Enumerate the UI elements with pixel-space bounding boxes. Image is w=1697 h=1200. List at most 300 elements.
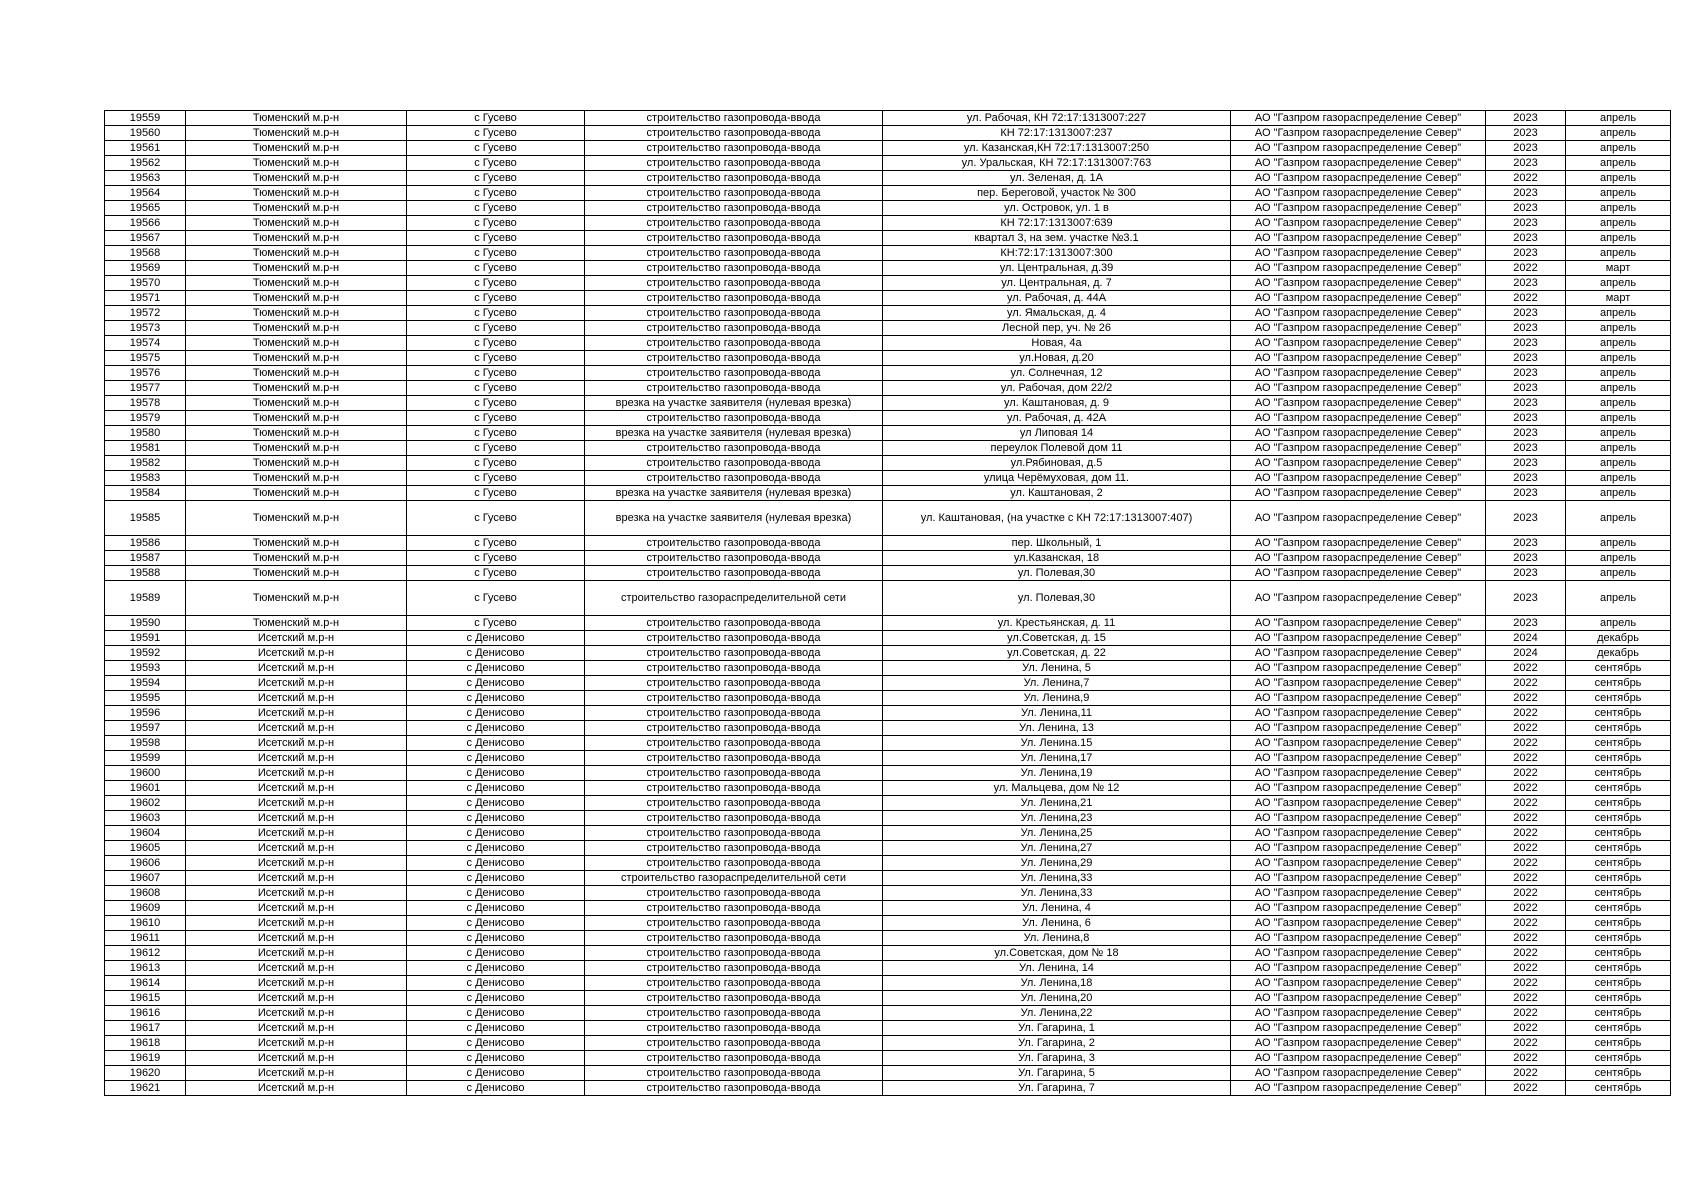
cell-year: 2023 [1486,581,1566,616]
cell-address: Лесной пер, уч. № 26 [883,321,1231,336]
table-row [105,931,1671,946]
cell-district: Исетский м.р-н [186,736,407,751]
cell-row-number: 19599 [105,751,186,766]
cell-year: 2022 [1486,751,1566,766]
cell-address: ул. Полевая,30 [883,581,1231,616]
table-row [105,306,1671,321]
cell-address: Ул. Ленина,25 [883,826,1231,841]
cell-month: сентябрь [1566,901,1671,916]
cell-organization: АО "Газпром газораспределение Север" [1231,676,1486,691]
cell-settlement: с Гусево [407,171,585,186]
cell-row-number: 19560 [105,126,186,141]
cell-year: 2022 [1486,901,1566,916]
cell-row-number: 19581 [105,441,186,456]
cell-address: ул. Центральная, д.39 [883,261,1231,276]
cell-year: 2022 [1486,661,1566,676]
cell-organization: АО "Газпром газораспределение Север" [1231,886,1486,901]
table-row [105,471,1671,486]
cell-address: Ул. Ленина,17 [883,751,1231,766]
cell-row-number: 19598 [105,736,186,751]
table-row [105,246,1671,261]
cell-row-number: 19567 [105,231,186,246]
cell-year: 2022 [1486,766,1566,781]
table-row [105,536,1671,551]
cell-work-type: строительство газопровода-ввода [585,721,883,736]
table-row [105,426,1671,441]
cell-settlement: с Денисово [407,886,585,901]
cell-district: Исетский м.р-н [186,781,407,796]
cell-organization: АО "Газпром газораспределение Север" [1231,976,1486,991]
cell-settlement: с Гусево [407,471,585,486]
cell-settlement: с Гусево [407,456,585,471]
cell-organization: АО "Газпром газораспределение Север" [1231,841,1486,856]
cell-address: Ул. Ленина.15 [883,736,1231,751]
cell-address: Ул. Ленина, 6 [883,916,1231,931]
cell-settlement: с Денисово [407,736,585,751]
cell-district: Исетский м.р-н [186,721,407,736]
cell-row-number: 19562 [105,156,186,171]
cell-year: 2022 [1486,261,1566,276]
cell-month: сентябрь [1566,916,1671,931]
cell-district: Тюменский м.р-н [186,581,407,616]
cell-organization: АО "Газпром газораспределение Север" [1231,751,1486,766]
cell-row-number: 19592 [105,646,186,661]
cell-row-number: 19594 [105,676,186,691]
cell-row-number: 19568 [105,246,186,261]
cell-month: апрель [1566,156,1671,171]
table-row [105,321,1671,336]
cell-work-type: строительство газопровода-ввода [585,551,883,566]
cell-district: Исетский м.р-н [186,871,407,886]
cell-settlement: с Гусево [407,486,585,501]
cell-row-number: 19606 [105,856,186,871]
table-row [105,616,1671,631]
cell-organization: АО "Газпром газораспределение Север" [1231,381,1486,396]
cell-organization: АО "Газпром газораспределение Север" [1231,351,1486,366]
cell-work-type: строительство газораспределительной сети [585,581,883,616]
table-row [105,631,1671,646]
table-row [105,291,1671,306]
table-row [105,976,1671,991]
cell-month: декабрь [1566,646,1671,661]
cell-row-number: 19619 [105,1051,186,1066]
cell-address: Ул. Ленина, 13 [883,721,1231,736]
cell-district: Исетский м.р-н [186,946,407,961]
cell-month: апрель [1566,536,1671,551]
table-row [105,411,1671,426]
gasification-table [104,110,1671,1096]
cell-district: Исетский м.р-н [186,1036,407,1051]
cell-year: 2022 [1486,1006,1566,1021]
cell-work-type: строительство газопровода-ввода [585,751,883,766]
cell-year: 2023 [1486,111,1566,126]
cell-month: сентябрь [1566,676,1671,691]
cell-organization: АО "Газпром газораспределение Север" [1231,261,1486,276]
cell-settlement: с Гусево [407,321,585,336]
cell-district: Тюменский м.р-н [186,351,407,366]
cell-district: Тюменский м.р-н [186,426,407,441]
cell-district: Тюменский м.р-н [186,566,407,581]
cell-settlement: с Денисово [407,811,585,826]
cell-year: 2023 [1486,141,1566,156]
cell-district: Тюменский м.р-н [186,486,407,501]
cell-address: ул. Рабочая, д. 44А [883,291,1231,306]
cell-address: Ул. Гагарина, 3 [883,1051,1231,1066]
cell-organization: АО "Газпром газораспределение Север" [1231,796,1486,811]
cell-year: 2023 [1486,566,1566,581]
cell-district: Исетский м.р-н [186,691,407,706]
cell-district: Исетский м.р-н [186,1021,407,1036]
cell-organization: АО "Газпром газораспределение Север" [1231,171,1486,186]
cell-row-number: 19564 [105,186,186,201]
cell-address: Ул. Гагарина, 2 [883,1036,1231,1051]
table-row [105,381,1671,396]
cell-district: Тюменский м.р-н [186,381,407,396]
cell-settlement: с Денисово [407,1066,585,1081]
cell-row-number: 19605 [105,841,186,856]
cell-year: 2023 [1486,441,1566,456]
cell-address: ул. Каштановая, д. 9 [883,396,1231,411]
cell-address: КН:72:17:1313007:300 [883,246,1231,261]
cell-organization: АО "Газпром газораспределение Север" [1231,916,1486,931]
cell-month: сентябрь [1566,721,1671,736]
cell-organization: АО "Газпром газораспределение Север" [1231,426,1486,441]
cell-settlement: с Денисово [407,991,585,1006]
cell-month: апрель [1566,231,1671,246]
cell-address: ул. Центральная, д. 7 [883,276,1231,291]
cell-year: 2023 [1486,351,1566,366]
cell-organization: АО "Газпром газораспределение Север" [1231,306,1486,321]
cell-address: квартал 3, на зем. участке №3.1 [883,231,1231,246]
cell-settlement: с Денисово [407,841,585,856]
cell-month: апрель [1566,426,1671,441]
cell-organization: АО "Газпром газораспределение Север" [1231,396,1486,411]
cell-work-type: строительство газопровода-ввода [585,351,883,366]
cell-organization: АО "Газпром газораспределение Север" [1231,1021,1486,1036]
cell-settlement: с Гусево [407,351,585,366]
cell-organization: АО "Газпром газораспределение Север" [1231,291,1486,306]
cell-district: Тюменский м.р-н [186,471,407,486]
cell-row-number: 19595 [105,691,186,706]
cell-month: сентябрь [1566,826,1671,841]
table-row [105,261,1671,276]
cell-settlement: с Гусево [407,616,585,631]
cell-year: 2023 [1486,551,1566,566]
cell-district: Исетский м.р-н [186,1006,407,1021]
table-row [105,396,1671,411]
cell-year: 2022 [1486,736,1566,751]
cell-district: Тюменский м.р-н [186,441,407,456]
cell-month: сентябрь [1566,751,1671,766]
cell-settlement: с Денисово [407,1006,585,1021]
cell-year: 2023 [1486,381,1566,396]
cell-address: пер. Школьный, 1 [883,536,1231,551]
cell-settlement: с Денисово [407,931,585,946]
cell-month: сентябрь [1566,691,1671,706]
cell-organization: АО "Газпром газораспределение Север" [1231,551,1486,566]
cell-organization: АО "Газпром газораспределение Север" [1231,186,1486,201]
cell-organization: АО "Газпром газораспределение Север" [1231,736,1486,751]
cell-row-number: 19615 [105,991,186,1006]
cell-settlement: с Денисово [407,691,585,706]
cell-organization: АО "Газпром газораспределение Север" [1231,321,1486,336]
cell-settlement: с Гусево [407,186,585,201]
cell-district: Тюменский м.р-н [186,171,407,186]
cell-district: Тюменский м.р-н [186,231,407,246]
cell-work-type: строительство газопровода-ввода [585,706,883,721]
cell-row-number: 19597 [105,721,186,736]
cell-settlement: с Гусево [407,216,585,231]
cell-month: апрель [1566,126,1671,141]
cell-organization: АО "Газпром газораспределение Север" [1231,691,1486,706]
table-row [105,826,1671,841]
cell-organization: АО "Газпром газораспределение Север" [1231,991,1486,1006]
table-row [105,691,1671,706]
cell-settlement: с Гусево [407,141,585,156]
cell-settlement: с Гусево [407,501,585,536]
cell-organization: АО "Газпром газораспределение Север" [1231,366,1486,381]
cell-month: сентябрь [1566,736,1671,751]
cell-district: Исетский м.р-н [186,1051,407,1066]
cell-organization: АО "Газпром газораспределение Север" [1231,901,1486,916]
cell-work-type: строительство газопровода-ввода [585,171,883,186]
cell-address: ул. Островок, ул. 1 в [883,201,1231,216]
cell-district: Тюменский м.р-н [186,261,407,276]
cell-work-type: строительство газопровода-ввода [585,111,883,126]
cell-work-type: строительство газопровода-ввода [585,246,883,261]
cell-settlement: с Гусево [407,291,585,306]
cell-organization: АО "Газпром газораспределение Север" [1231,706,1486,721]
cell-row-number: 19614 [105,976,186,991]
cell-address: Ул. Ленина,11 [883,706,1231,721]
cell-month: апрель [1566,471,1671,486]
cell-settlement: с Денисово [407,796,585,811]
table-row [105,991,1671,1006]
cell-settlement: с Гусево [407,246,585,261]
cell-year: 2023 [1486,126,1566,141]
cell-row-number: 19563 [105,171,186,186]
cell-work-type: строительство газопровода-ввода [585,276,883,291]
cell-address: ул. Ямальская, д. 4 [883,306,1231,321]
cell-month: сентябрь [1566,991,1671,1006]
cell-organization: АО "Газпром газораспределение Север" [1231,441,1486,456]
cell-month: апрель [1566,616,1671,631]
cell-organization: АО "Газпром газораспределение Север" [1231,276,1486,291]
cell-settlement: с Гусево [407,396,585,411]
cell-row-number: 19616 [105,1006,186,1021]
cell-address: ул. Мальцева, дом № 12 [883,781,1231,796]
table-row [105,276,1671,291]
cell-row-number: 19610 [105,916,186,931]
cell-year: 2023 [1486,321,1566,336]
cell-year: 2022 [1486,976,1566,991]
cell-row-number: 19569 [105,261,186,276]
cell-row-number: 19588 [105,566,186,581]
cell-district: Тюменский м.р-н [186,156,407,171]
document-page [104,110,1642,1096]
cell-work-type: строительство газопровода-ввода [585,536,883,551]
cell-settlement: с Денисово [407,706,585,721]
cell-row-number: 19611 [105,931,186,946]
cell-organization: АО "Газпром газораспределение Север" [1231,961,1486,976]
cell-work-type: строительство газопровода-ввода [585,1036,883,1051]
cell-row-number: 19618 [105,1036,186,1051]
cell-month: апрель [1566,396,1671,411]
cell-year: 2022 [1486,946,1566,961]
cell-district: Исетский м.р-н [186,706,407,721]
table-row [105,126,1671,141]
cell-year: 2022 [1486,856,1566,871]
cell-year: 2023 [1486,396,1566,411]
cell-year: 2023 [1486,246,1566,261]
cell-work-type: врезка на участке заявителя (нулевая врезка) [585,486,883,501]
table-row [105,841,1671,856]
cell-year: 2023 [1486,536,1566,551]
cell-address: ул. Зеленая, д. 1А [883,171,1231,186]
cell-settlement: с Денисово [407,1021,585,1036]
cell-year: 2023 [1486,471,1566,486]
cell-row-number: 19613 [105,961,186,976]
cell-address: ул.Советская, д. 22 [883,646,1231,661]
cell-month: апрель [1566,321,1671,336]
cell-work-type: строительство газопровода-ввода [585,201,883,216]
cell-district: Исетский м.р-н [186,931,407,946]
cell-district: Исетский м.р-н [186,856,407,871]
cell-settlement: с Гусево [407,231,585,246]
cell-row-number: 19602 [105,796,186,811]
cell-row-number: 19590 [105,616,186,631]
cell-work-type: строительство газопровода-ввода [585,566,883,581]
cell-district: Тюменский м.р-н [186,276,407,291]
table-row [105,1021,1671,1036]
cell-work-type: строительство газопровода-ввода [585,1021,883,1036]
cell-work-type: строительство газопровода-ввода [585,796,883,811]
cell-year: 2023 [1486,216,1566,231]
cell-organization: АО "Газпром газораспределение Север" [1231,631,1486,646]
table-row [105,111,1671,126]
cell-month: апрель [1566,351,1671,366]
cell-work-type: строительство газопровода-ввода [585,411,883,426]
cell-settlement: с Денисово [407,946,585,961]
cell-row-number: 19609 [105,901,186,916]
cell-address: ул.Советская, дом № 18 [883,946,1231,961]
cell-row-number: 19573 [105,321,186,336]
cell-district: Исетский м.р-н [186,676,407,691]
cell-month: апрель [1566,171,1671,186]
table-row [105,156,1671,171]
cell-organization: АО "Газпром газораспределение Север" [1231,1081,1486,1096]
cell-district: Исетский м.р-н [186,631,407,646]
cell-month: сентябрь [1566,931,1671,946]
cell-organization: АО "Газпром газораспределение Север" [1231,231,1486,246]
cell-organization: АО "Газпром газораспределение Север" [1231,946,1486,961]
cell-work-type: строительство газопровода-ввода [585,216,883,231]
cell-settlement: с Денисово [407,826,585,841]
cell-year: 2022 [1486,721,1566,736]
cell-organization: АО "Газпром газораспределение Север" [1231,1051,1486,1066]
cell-year: 2023 [1486,426,1566,441]
cell-work-type: строительство газопровода-ввода [585,1006,883,1021]
cell-district: Тюменский м.р-н [186,411,407,426]
cell-settlement: с Денисово [407,751,585,766]
cell-address: КН 72:17:1313007:237 [883,126,1231,141]
cell-settlement: с Гусево [407,261,585,276]
cell-month: апрель [1566,486,1671,501]
cell-work-type: строительство газопровода-ввода [585,916,883,931]
cell-address: Новая, 4а [883,336,1231,351]
cell-row-number: 19591 [105,631,186,646]
cell-district: Исетский м.р-н [186,991,407,1006]
cell-settlement: с Гусево [407,306,585,321]
cell-year: 2022 [1486,931,1566,946]
cell-row-number: 19572 [105,306,186,321]
cell-work-type: строительство газопровода-ввода [585,931,883,946]
cell-work-type: строительство газопровода-ввода [585,1081,883,1096]
cell-address: Ул. Ленина, 14 [883,961,1231,976]
cell-row-number: 19575 [105,351,186,366]
cell-district: Тюменский м.р-н [186,396,407,411]
cell-organization: АО "Газпром газораспределение Север" [1231,141,1486,156]
cell-address: Ул. Ленина,9 [883,691,1231,706]
cell-district: Тюменский м.р-н [186,201,407,216]
cell-work-type: строительство газопровода-ввода [585,856,883,871]
cell-month: апрель [1566,111,1671,126]
cell-district: Тюменский м.р-н [186,336,407,351]
cell-organization: АО "Газпром газораспределение Север" [1231,486,1486,501]
cell-year: 2022 [1486,1066,1566,1081]
cell-row-number: 19621 [105,1081,186,1096]
table-row [105,1036,1671,1051]
cell-organization: АО "Газпром газораспределение Север" [1231,931,1486,946]
cell-month: сентябрь [1566,1051,1671,1066]
cell-settlement: с Гусево [407,366,585,381]
cell-row-number: 19585 [105,501,186,536]
cell-address: Ул. Ленина,8 [883,931,1231,946]
cell-work-type: строительство газопровода-ввода [585,826,883,841]
cell-district: Тюменский м.р-н [186,456,407,471]
cell-work-type: строительство газопровода-ввода [585,141,883,156]
cell-month: апрель [1566,566,1671,581]
cell-work-type: строительство газопровода-ввода [585,1051,883,1066]
cell-district: Тюменский м.р-н [186,291,407,306]
cell-settlement: с Денисово [407,781,585,796]
cell-work-type: врезка на участке заявителя (нулевая врезка) [585,396,883,411]
cell-year: 2023 [1486,411,1566,426]
table-row [105,566,1671,581]
cell-address: Ул. Гагарина, 5 [883,1066,1231,1081]
cell-settlement: с Гусево [407,411,585,426]
cell-year: 2022 [1486,811,1566,826]
cell-month: сентябрь [1566,661,1671,676]
cell-settlement: с Гусево [407,111,585,126]
cell-work-type: строительство газопровода-ввода [585,336,883,351]
cell-organization: АО "Газпром газораспределение Север" [1231,721,1486,736]
cell-year: 2022 [1486,1021,1566,1036]
table-row [105,916,1671,931]
cell-work-type: строительство газопровода-ввода [585,886,883,901]
cell-settlement: с Гусево [407,156,585,171]
cell-year: 2022 [1486,796,1566,811]
cell-settlement: с Гусево [407,441,585,456]
table-row [105,1081,1671,1096]
cell-year: 2022 [1486,871,1566,886]
cell-settlement: с Гусево [407,426,585,441]
cell-month: апрель [1566,186,1671,201]
cell-work-type: строительство газопровода-ввода [585,781,883,796]
cell-month: апрель [1566,381,1671,396]
cell-address: ул Липовая 14 [883,426,1231,441]
cell-row-number: 19596 [105,706,186,721]
